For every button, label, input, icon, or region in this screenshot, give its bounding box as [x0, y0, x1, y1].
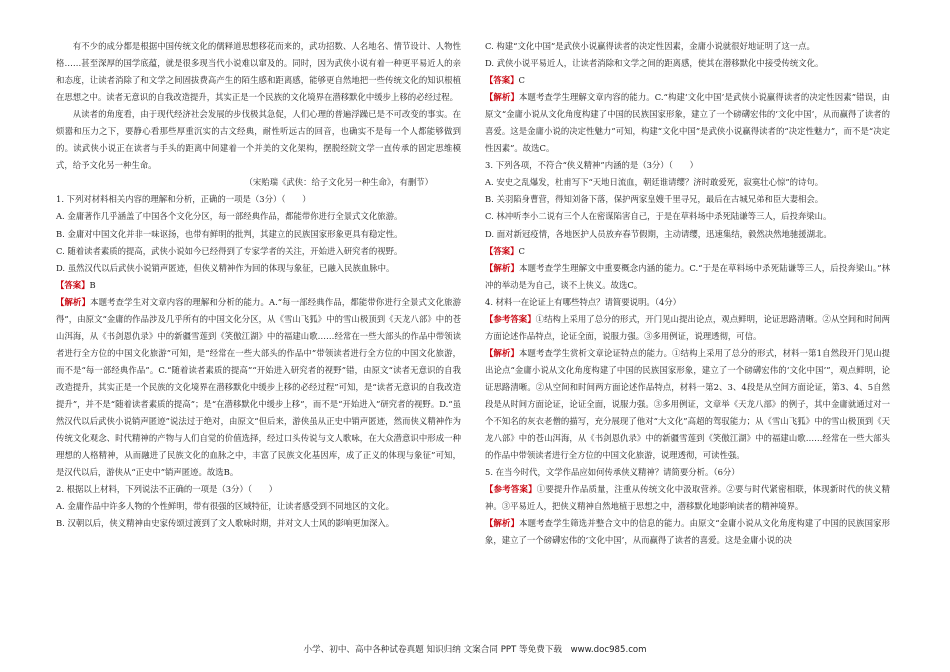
question-3-option-d: D. 面对新冠疫情，各地医护人员放弃春节假期，主动请缨，迅速集结，毅然决然地驰援湖北。	[485, 228, 832, 239]
analysis-text: 本题考查学生对文章内容的理解和分析的能力。A.“每一部经典作品，都能带你进行全景式文化旅游得”，由原文“金庸的作品涉及几乎所有的中国文化分区，从《雪山飞狐》中的雪山极顶到《天龙八部》中的苍山洱海，从《书剑恩仇录》中的新疆雪莲到《笑傲江湖》中的福建山歌……经常在一些大部头的作品中带领读者进行全方位的中国文化旅游”可知，是“经常在一些大部头的作品中”带领读者进行全方位的中国文化旅游，而不是“每一部经典作品”。C.“随着读者素质的提高”“开始进入研究者的视野”错，由原文“读者无意识的自我改造提升，其实正是一个民族的文化境界在潜移默化中缓步上移的必经过程”可知，是“读者无意识的自我改造提升”，并不是“随着读者素质的提高”；是“在潜移默化中缓步上移”，而不是“开始进入”研究者的视野。D.“虽然汉代以后武侠小说销声匿迹”说法过于绝对，由原文“但后来，游侠虽从正史中销声匿迹，然而侠义精神作为传统文化观念、时代精神的产物与人们自觉的价值选择，经过口头传说与文人歌咏，在大众潜意识中形成一种理想的人格精神，从而融进了民族文化的血脉之中，丰富了民族文化基因库，成了正义的体现与象征”可知，是汉代以后，游侠从“正史中”销声匿迹。故选B。	[56, 296, 461, 478]
question-3-option-c: C. 林冲听李小二说有三个人在密谋陷害自己，于是在草料场中杀死陆谦等三人，后投奔梁山。	[485, 211, 832, 222]
reference-answer-tag: 【参考答案】	[485, 313, 536, 324]
analysis-text: 本题考查学生理解文章内容的能力。C.“构建‘文化中国’是武侠小说赢得读者的决定性因素”错误，由原文“金庸小说从文化角度构建了中国的民族国家形象，建立了一个磅礴宏伟的‘文化中国’，从而赢得了读者的喜爱。这是金庸小说的决定性魅力”可知，构建“文化中国”是武侠小说赢得读者的“决定性魅力”，而不是“决定性因素”。故选C。	[485, 92, 891, 154]
question-1-option-b: B. 金庸对中国文化并非一味讴扬，也带有鲜明的批判，其建立的民族国家形象更具有稳定性。	[56, 228, 403, 239]
analysis-tag: 【解析】	[485, 347, 520, 358]
analysis-tag: 【解析】	[485, 518, 520, 529]
question-2-answer	[485, 72, 890, 89]
answer-value: C	[518, 75, 525, 86]
analysis-tag: 【解析】	[485, 92, 519, 103]
question-2-option-c: C. 构建“文化中国”是武侠小说赢得读者的决定性因素，金庸小说就很好地证明了这一点。	[485, 41, 815, 51]
right-column	[485, 38, 890, 549]
question-1-answer	[56, 277, 461, 294]
left-column	[56, 38, 461, 532]
question-1-stem: 1. 下列对材料相关内容的理解和分析，正确的一项是（3分）（ ）	[56, 194, 311, 205]
answer-tag: 【答案】	[56, 279, 90, 290]
analysis-text: 本题考查学生筛选并整合文中的信息的能力。由原文“金庸小说从文化角度构建了中国的民族国家形象，建立了一个磅礴宏伟的‘文化中国’，从而赢得了读者的喜爱。这是金庸小说的决	[485, 518, 891, 546]
question-2-analysis	[485, 89, 890, 157]
question-4-analysis	[485, 345, 890, 464]
question-3-option-a: A. 安史之乱爆发，杜甫写下“天地日流血，朝廷谁请缨？济时敢爱死，寂寞壮心惊”的诗句。	[485, 177, 824, 188]
question-5-reference-answer	[485, 481, 890, 515]
question-1-analysis	[56, 294, 461, 482]
answer-value: C	[518, 245, 525, 256]
question-2-option-d: D. 武侠小说平易近人，让读者消除和文学之间的距离感，使其在潜移默化中接受传统文化。	[485, 58, 824, 69]
question-5-stem: 5. 在当今时代，文学作品应如何传承侠义精神？请简要分析。（6分）	[485, 467, 740, 478]
question-4-reference-answer	[485, 311, 890, 345]
reference-answer-tag: 【参考答案】	[485, 484, 537, 495]
question-1-option-c: C. 随着读者素质的提高，武侠小说如今已经得到了专家学者的关注，开始进入研究者的视野。	[56, 245, 403, 256]
answer-tag: 【答案】	[485, 75, 519, 86]
question-2-option-a: A. 金庸作品中许多人物的个性鲜明，带有很强的区域特征，让读者感受到不同地区的文化。	[56, 501, 394, 512]
question-1-option-a: A. 金庸著作几乎涵盖了中国各个文化分区，每一部经典作品，都能带你进行全景式文化旅游。	[56, 211, 403, 222]
passage-paragraph: 有不少的成分都是根据中国传统文化的儒释道思想移花而来的，武功招数、人名地名、情节设计、人物性格……甚至深厚的国学底蕴，就是很多现当代小说难以窜及的。同时，因为武侠小说有着一种更平易近人的亲和态度，让读者消除了和文学之间固拔费高产生的陌生感和距离感，能够更自然地把一些传统文化的知识根植在思想之中。读者无意识的自我改造提升，其实正是一个民族的文化境界在潜移默化中缓步上移的必经过程。	[56, 41, 461, 103]
analysis-tag: 【解析】	[485, 262, 520, 273]
passage-paragraph: 从读者的角度看，由于现代经济社会发展的步伐极其急促，人们心理的普遍浮躁已是不可改变的事实。在烦嚣和压力之下，要静心看那些厚重沉实的古文经典，耐性听远古的回音，也确实不是每一个人都能够做到的。读武侠小说正在读者与手头的距离中间建着一个并美的文化架构，摆脱经院文学一直传承的固定思维模式，给予文化另一种生命。	[56, 109, 461, 171]
question-5-analysis	[485, 515, 890, 549]
question-1-option-d: D. 虽然汉代以后武侠小说销声匿迹，但侠义精神作为回的体现与象征，已融入民族血脉中。	[56, 262, 395, 273]
question-3-analysis	[485, 260, 890, 294]
passage-source: （宋贻瑞《武侠：给子文化另一种生命》，有删节）	[244, 177, 433, 188]
question-2-option-b: B. 汉朝以后，侠义精神由史家传颂过渡到了文人歌咏时期，并对文人士风的影响更加深入。	[56, 518, 395, 529]
analysis-text: 本题考查学生赏析文章论证特点的能力。①结构上采用了总分的形式，材料一第1自然段开门见山提出论点“金庸小说从文化角度构建了中国的民族国家形象，建立了一个磅礴宏伟的‘文化中国’”，观点鲜明，论证思路清晰。②从空间和时间两方面论述作品特点，材料一第2、3、4段是从空间方面论证，第3、4、5自然段是从时间方面论证，论证全面，说服力强。③多用例证，文章举《天龙八部》的例子，其中金庸就通过对一个不知名的灰衣老僧的描写，充分展现了他对“大文化”高超的驾驭能力；从《雪山飞狐》中的雪山极顶到《天龙八部》中的苍山洱海，从《书剑恩仇录》中的新疆雪莲到《笑傲江湖》中的福建山歌……经常在一些大部头的作品中带领读者进行全方位的中国文化旅游，说理透彻，可读性强。	[485, 347, 890, 461]
answer-value: B	[89, 279, 96, 290]
question-3-option-b: B. 关羽陷身曹营，得知刘备下落，保护两家皇嫂千里寻兄，最后在古城兄弟和臣大妻相会。	[485, 194, 824, 205]
answer-tag: 【答案】	[485, 245, 519, 256]
question-2-stem: 2. 根据以上材料，下列说法不正确的一项是（3分）（ ）	[56, 484, 278, 495]
reference-answer-text: ①要提升作品质量，注重从传统文化中汲取营养。②要与时代紧密相联，体现新时代的侠义精神。③平易近人，把侠义精神自然地植于思想之中，潜移默化地影响读者的精神境界。	[485, 484, 890, 512]
analysis-tag: 【解析】	[56, 296, 91, 307]
page-footer: 小学、初中、高中各种试卷真题 知识归纳 文案合同 PPT 等免费下载 www.doc985.com	[303, 645, 647, 655]
reference-answer-text: ①结构上采用了总分的形式，开门见山提出论点，观点鲜明，论证思路清晰。②从空间和时间两方面论述作品特点，论证全面，说服力强。③多用例证，说理透彻，可信。	[485, 313, 891, 341]
question-4-stem: 4. 材料一在论证上有哪些特点？请简要说明。（4分）	[485, 296, 682, 307]
analysis-text: 本题考查学生理解文中重要概念内涵的能力。C.“于是在草料场中杀死陆谦等三人，后投奔梁山。”林冲的举动是为自己，谈不上侠义。故选C。	[485, 262, 890, 290]
question-3-answer	[485, 243, 890, 260]
question-3-stem: 3. 下列各项，不符合“侠义精神”内涵的是（3分）（ ）	[485, 160, 698, 171]
